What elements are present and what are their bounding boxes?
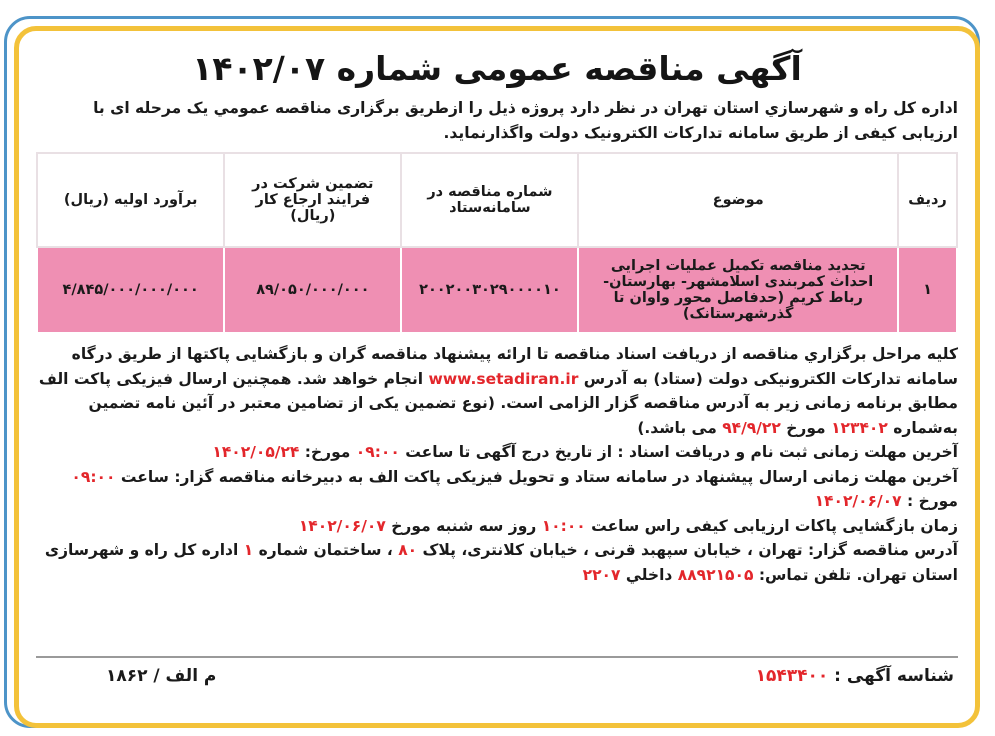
regulation-dated-label: مورخ bbox=[786, 418, 826, 437]
cell-guarantee: ۸۹/۰۵۰/۰۰۰/۰۰۰ bbox=[224, 247, 401, 333]
extension-label: داخلي bbox=[625, 565, 673, 584]
procedure-closing: می باشد.) bbox=[637, 418, 717, 437]
deadline-submission-date: ۱۴۰۲/۰۶/۰۷ bbox=[814, 492, 902, 510]
deadline-submission bbox=[36, 465, 958, 514]
regulation-date: ۹۴/۹/۲۲ bbox=[722, 418, 781, 437]
table-header-row bbox=[37, 153, 957, 247]
deadline-registration bbox=[36, 440, 958, 465]
notice-title: آگهی مناقصه عمومی شماره ۱۴۰۲/۰۷ bbox=[192, 49, 802, 88]
header-tender-number: شماره مناقصه در سامانه‌ستاد bbox=[401, 153, 578, 247]
deadline-registration-date-label: مورخ: bbox=[304, 443, 351, 461]
ad-id-value: ۱۵۴۳۴۰۰ bbox=[755, 666, 829, 686]
deadline-registration-label: آخرین مهلت زمانی ثبت نام و دریافت اسناد : از تاریخ درج آگهی تا ساعت bbox=[405, 443, 958, 461]
table-row bbox=[37, 247, 957, 333]
cell-subject: تجدید مناقصه تکمیل عملیات اجرایی احداث کمربندی اسلامشهر- بهارستان- رباط کریم (حدفاصل محور واوان تا گذرشهرستانک) bbox=[578, 247, 898, 333]
header-subject: موضوع bbox=[578, 153, 898, 247]
header-row-number: ردیف bbox=[898, 153, 957, 247]
deadline-registration-date: ۱۴۰۲/۰۵/۲۴ bbox=[212, 443, 300, 461]
opening-hour: ۱۰:۰۰ bbox=[541, 516, 586, 535]
opening-label: زمان بازگشایی پاکات ارزیابی کیفی راس ساعت bbox=[591, 516, 958, 535]
procedure-text-start: کلیه مراحل برگزاري مناقصه از دریافت اسناد مناقصه تا ارائه پیشنهاد مناقصه گران و بازگشایی پاکتها از طریق درگاه سامانه تدارکات الکترونیکی دولت (ستاد) به آدرس bbox=[71, 345, 958, 388]
setad-website-link[interactable]: www.setadiran.ir bbox=[428, 369, 579, 388]
cell-estimate: ۴/۸۴۵/۰۰۰/۰۰۰/۰۰۰ bbox=[37, 247, 224, 333]
notice-content bbox=[36, 44, 958, 694]
header-estimate: برآورد اولیه (ریال) bbox=[37, 153, 224, 247]
header-guarantee: تضمین شرکت در فرایند ارجاع کار (ریال) bbox=[224, 153, 401, 247]
deadline-submission-label: آخرین مهلت زمانی ارسال پیشنهاد در سامانه ستاد و تحویل فیزیکی پاکت الف به دبیرخانه مناقصه گزار: ساعت bbox=[120, 467, 958, 486]
procedure-paragraph bbox=[36, 342, 958, 440]
deadline-submission-date-label: مورخ : bbox=[906, 492, 958, 510]
deadline-registration-time: ۰۹:۰۰ bbox=[355, 443, 400, 461]
phone-number: ۸۸۹۲۱۵۰۵ bbox=[677, 565, 754, 584]
cell-tender-number: ۲۰۰۲۰۰۳۰۲۹۰۰۰۰۱۰ bbox=[401, 247, 578, 333]
extension-number: ۲۲۰۷ bbox=[582, 565, 621, 584]
address-building-number: ۱ bbox=[243, 541, 254, 559]
address-office: اداره کل راه و شهرسازی استان تهران. bbox=[44, 541, 958, 584]
procedure-text-end: انجام خواهد شد. همچنین ارسال فیزیکی پاکت الف مطابق برنامه زمانی زیر به آدرس مناقصه گزار الزامی است. (نوع تضمین یکی از تضامین معتبر در آئین نامه تضمین به‌شماره bbox=[38, 369, 958, 437]
address-label: آدرس مناقصه گزار: تهران ، خیابان سپهبد قرنی ، خیابان کلانتری، پلاک bbox=[422, 541, 958, 559]
opening-day-label: روز سه شنبه مورخ bbox=[391, 516, 537, 535]
notice-footer bbox=[36, 656, 958, 694]
notice-body bbox=[36, 342, 958, 587]
cell-row-number: ۱ bbox=[898, 247, 957, 333]
deadline-submission-time: ۰۹:۰۰ bbox=[71, 467, 116, 486]
phone-label: تلفن تماس: bbox=[758, 565, 852, 584]
opening-time bbox=[36, 514, 958, 539]
regulation-number: ۱۲۳۴۰۲ bbox=[831, 418, 888, 437]
address-building-label: ، ساختمان شماره bbox=[258, 541, 393, 559]
tender-table bbox=[36, 152, 958, 334]
tenderer-address bbox=[36, 538, 958, 587]
intro-text: اداره کل راه و شهرسازي استان تهران در نظر دارد پروژه ذیل را ازطریق برگزاری مناقصه عمومي یک مرحله ای با ارزیابی کیفی از طریق سامانه تدارکات الکترونیک دولت واگذارنماید. bbox=[93, 99, 958, 142]
ad-identifier bbox=[756, 666, 954, 686]
ad-code: م الف / ۱۸۶۲ bbox=[106, 666, 217, 686]
address-plate: ۸۰ bbox=[398, 541, 418, 559]
opening-date: ۱۴۰۲/۰۶/۰۷ bbox=[298, 516, 386, 535]
ad-id-label: شناسه آگهی : bbox=[834, 666, 954, 686]
